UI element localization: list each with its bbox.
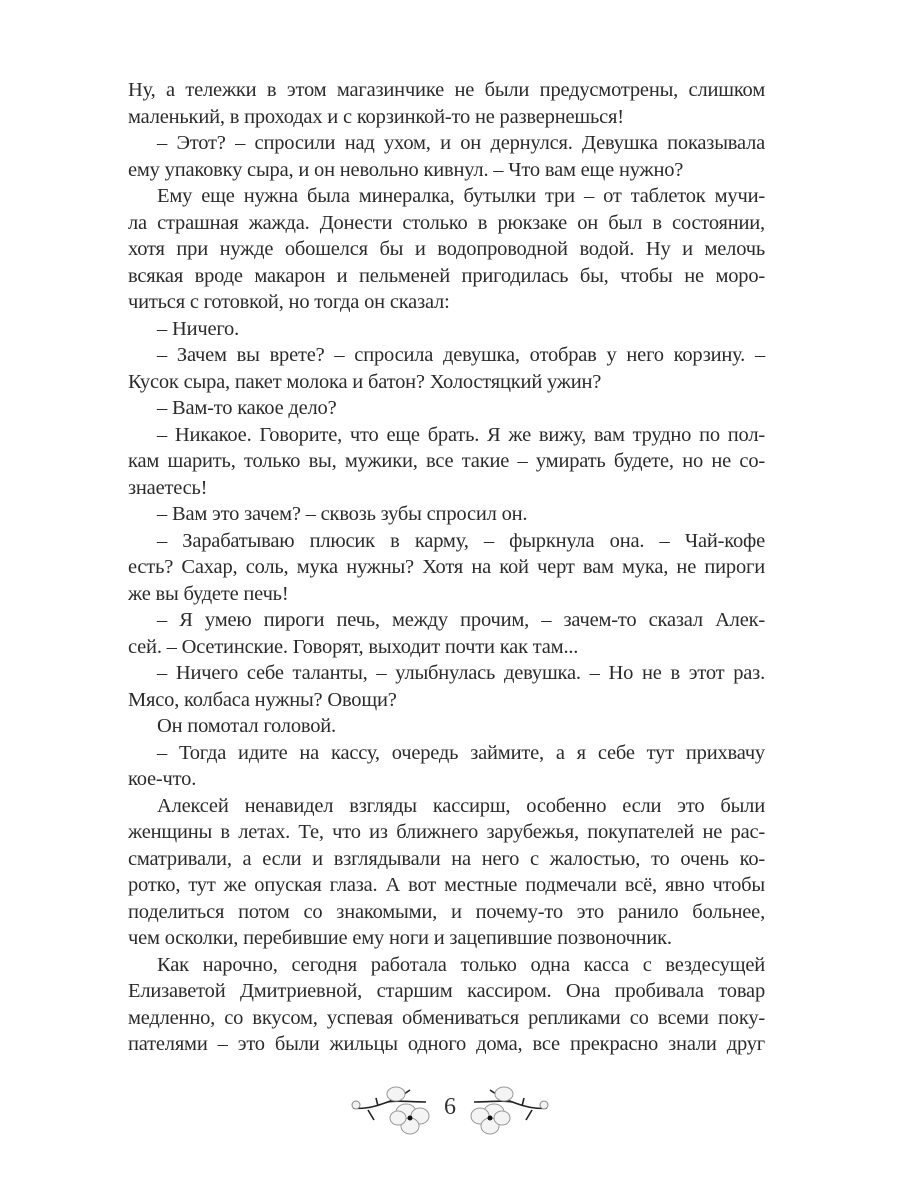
text-line: Ему еще нужна была минералка, бутылки три – от таблеток мучи- xyxy=(157,185,765,207)
text-line: пателями – это были жильцы одного дома, все прекрасно знали друг xyxy=(128,1033,765,1055)
text-line: кое-что. xyxy=(128,768,197,790)
text-line: – Зарабатываю плюсик в карму, – фыркнула она. – Чай-кофе xyxy=(157,529,765,552)
text-line: есть? Сахар, соль, мука нужны? Хотя на кой черт вам мука, не пироги xyxy=(128,556,765,578)
text-line: – Ничего. xyxy=(157,317,240,340)
text-line: ему упаковку сыра, и он невольно кивнул. – Что вам еще нужно? xyxy=(128,158,684,181)
text-line: – Ничего себе таланты, – улыбнулась девушка. – Но не в этот раз. xyxy=(157,662,765,684)
text-line: Алексей ненавидел взгляды кассирш, особенно если это были xyxy=(157,794,765,817)
text-line: маленький, в проходах и с корзинкой-то не развернешься! xyxy=(128,105,624,128)
text-line: кам шарить, только вы, мужики, все такие – умирать будете, но не со- xyxy=(128,450,765,472)
text-line: – Никакое. Говорите, что еще брать. Я же вижу, вам трудно по пол- xyxy=(157,423,765,446)
text-line: – Зачем вы врете? – спросила девушка, отобрав у него корзину. – xyxy=(157,344,765,366)
text-line: хотя при нужде обошелся бы и водопроводной водой. Ну и мелочь xyxy=(128,238,765,260)
text-line: Мясо, колбаса нужны? Овощи? xyxy=(128,688,397,711)
text-line: – Вам-то какое дело? xyxy=(157,397,337,419)
text-line: – Я умею пироги печь, между прочим, – зачем-то сказал Алек- xyxy=(157,609,765,631)
page-footer xyxy=(0,1080,900,1140)
text-line: ротко, тут же опуская глаза. А вот местные подмечали всё, явно чтобы xyxy=(128,874,765,896)
text-line: Он помотал головой. xyxy=(157,715,336,737)
text-line: поделиться потом со знакомыми, и почему-то это ранило больнее, xyxy=(128,900,765,923)
page-number: 6 xyxy=(444,1094,456,1120)
text-line: – Вам это зачем? – сквозь зубы спросил он. xyxy=(157,503,528,525)
blossom-branch-left-icon xyxy=(348,1080,438,1140)
text-line: же вы будете печь! xyxy=(128,582,289,605)
text-line: сей. – Осетинские. Говорят, выходит почти как там... xyxy=(128,635,579,658)
blossom-branch-right-icon xyxy=(462,1080,552,1140)
text-line: всякая вроде макарон и пельменей пригодилась бы, чтобы не моро- xyxy=(128,264,765,287)
text-line: сматривали, а если и взглядывали на него с жалостью, то очень ко- xyxy=(128,847,765,870)
text-line: ла страшная жажда. Донести столько в рюкзаке он был в состоянии, xyxy=(128,211,765,234)
text-line: Ну, а тележки в этом магазинчике не были предусмотрены, слишком xyxy=(128,79,765,101)
text-line: читься с готовкой, но тогда он сказал: xyxy=(128,291,450,313)
text-line: – Тогда идите на кассу, очередь займите, а я себе тут прихвачу xyxy=(157,741,765,764)
body-text xyxy=(128,77,765,1058)
text-line: медленно, со вкусом, успевая обмениваться репликами со всеми поку- xyxy=(128,1006,765,1029)
text-line: чем осколки, перебившие ему ноги и зацепившие позвоночник. xyxy=(128,927,672,949)
text-line: женщины в летах. Те, что из ближнего зарубежья, покупателей не рас- xyxy=(128,821,765,843)
text-line: знаетесь! xyxy=(128,476,208,499)
text-line: – Этот? – спросили над ухом, и он дернулся. Девушка показывала xyxy=(157,132,765,154)
text-line: Елизаветой Дмитриевной, старшим кассиром. Она пробивала товар xyxy=(128,980,765,1002)
text-line: Кусок сыра, пакет молока и батон? Холостяцкий ужин? xyxy=(128,370,602,393)
text-line: Как нарочно, сегодня работала только одна касса с вездесущей xyxy=(157,953,765,976)
